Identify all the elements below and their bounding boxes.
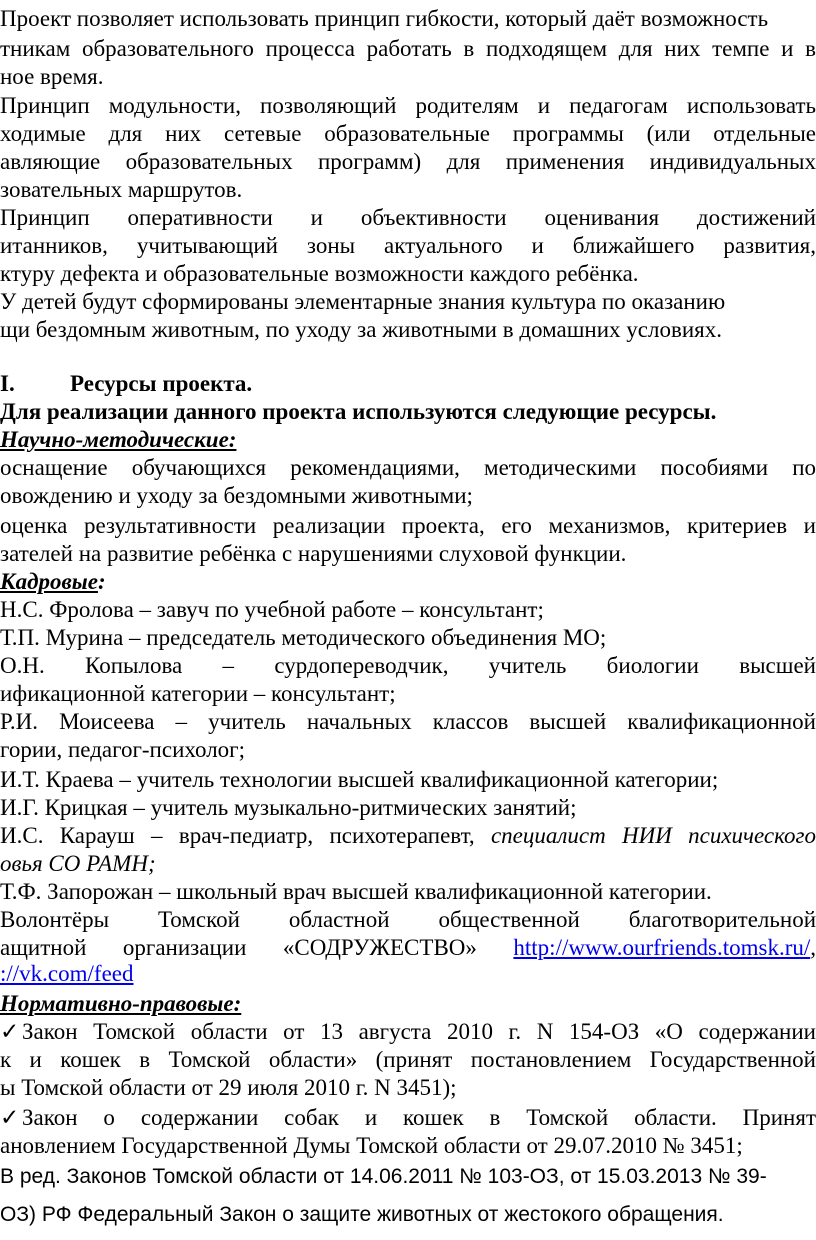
ourfriends-link[interactable]: http://www.ourfriends.tomsk.ru/: [513, 935, 811, 960]
subheading-staff-label: Кадровые: [0, 569, 98, 594]
staff-item: О.Н. Копылова – сурдопереводчик, учитель биологии высшей: [0, 653, 816, 678]
staff-item: И.Т. Краева – учитель технологии высшей квалификационной категории;: [0, 767, 719, 792]
paragraph-line: Принцип модульности, позволяющий родителям и педагогам использовать: [0, 93, 816, 118]
staff-item: Волонтёры Томской областной общественной благотворительной: [0, 907, 816, 932]
paragraph-line: тникам образовательного процесса работать в подходящем для них темпе и в: [0, 36, 816, 61]
paragraph-line: Проект позволяет использовать принцип гибкости, который даёт возможность: [0, 6, 769, 31]
legal-item: ОЗ) РФ Федеральный Закон о защите животных от жестокого обращения.: [0, 1203, 724, 1226]
legal-item: ы Томской области от 29 июля 2010 г. N 3451);: [0, 1075, 457, 1100]
paragraph-line: Принцип оперативности и объективности оценивания достижений: [0, 205, 816, 230]
staff-item: овья СО РАМН;: [0, 851, 156, 876]
list-line: зателей на развитие ребёнка с нарушениями слуховой функции.: [0, 541, 627, 566]
paragraph-line: ктуру дефекта и образовательные возможности каждого ребёнка.: [0, 261, 639, 286]
list-line: оснащение обучающихся рекомендациями, методическими пособиями по: [0, 455, 816, 480]
paragraph-line: итанников, учитывающий зоны актуального и ближайшего развития,: [0, 233, 816, 258]
legal-item: [0, 1104, 816, 1132]
paragraph-line: щи бездомным животным, по уходу за животными в домашних условиях.: [0, 317, 722, 342]
vk-feed-link[interactable]: ://vk.com/feed: [0, 961, 134, 986]
paragraph-line: ходимые для них сетевые образовательные программы (или отдельные: [0, 121, 816, 146]
staff-item: [0, 822, 816, 850]
staff-item-italic: специалист НИИ психического: [490, 823, 816, 848]
list-line: оценка результативности реализации проекта, его механизмов, критериев и: [0, 513, 816, 538]
paragraph-line: У детей будут сформированы элементарные знания культура по оказанию: [0, 289, 726, 314]
legal-item: В ред. Законов Томской области от 14.06.2011 № 103-ОЗ, от 15.03.2013 № 39-: [0, 1165, 767, 1188]
section-heading: [0, 370, 816, 398]
resources-intro: Для реализации данного проекта используются следующие ресурсы.: [0, 399, 717, 424]
subheading-legal: Нормативно-правовые:: [0, 991, 242, 1016]
paragraph-line: ное время.: [0, 64, 104, 89]
staff-item: Т.П. Мурина – председатель методического объединения МО;: [0, 625, 607, 650]
staff-item-text: И.С. Карауш – врач-педиатр, психотерапевт,: [0, 823, 491, 848]
paragraph-line: зовательных маршрутов.: [0, 177, 243, 202]
legal-item-text: Закон Томской области от 13 августа 2010 г. N 154-ОЗ «О содержании: [22, 1019, 816, 1044]
paragraph-line: авляющие образовательных программ) для применения индивидуальных: [0, 149, 816, 174]
checkmark-icon: ✓: [0, 1105, 20, 1130]
section-title: Ресурсы проекта.: [70, 371, 253, 396]
legal-item: ановлением Государственной Думы Томской области от 29.07.2010 № 3451;: [0, 1133, 743, 1158]
checkmark-icon: ✓: [0, 1019, 20, 1044]
legal-item-text: Закон о содержании собак и кошек в Томской области. Принят: [22, 1105, 816, 1130]
subheading-staff: [0, 568, 816, 596]
comma: ,: [810, 935, 816, 960]
staff-item: гории, педагог-психолог;: [0, 737, 246, 762]
staff-item: Т.Ф. Запорожан – школьный врач высшей квалификационной категории.: [0, 879, 712, 904]
link-line: [0, 960, 816, 988]
staff-item: [0, 934, 816, 962]
section-number: I.: [0, 371, 15, 396]
staff-item: ификационной категории – консультант;: [0, 681, 396, 706]
legal-item: к и кошек в Томской области» (принят постановлением Государственной: [0, 1047, 816, 1072]
staff-item: Р.И. Моисеева – учитель начальных классов высшей квалификационной: [0, 709, 816, 734]
staff-item: И.Г. Крицкая – учитель музыкально-ритмических занятий;: [0, 795, 577, 820]
legal-item: [0, 1018, 816, 1046]
subheading-scientific: Научно-методические:: [0, 427, 237, 452]
staff-item: Н.С. Фролова – завуч по учебной работе – консультант;: [0, 597, 544, 622]
subheading-staff-colon: :: [97, 569, 106, 594]
staff-item-text: ащитной организации «СОДРУЖЕСТВО»: [0, 935, 514, 960]
list-line: овождению и уходу за бездомными животными;: [0, 483, 473, 508]
